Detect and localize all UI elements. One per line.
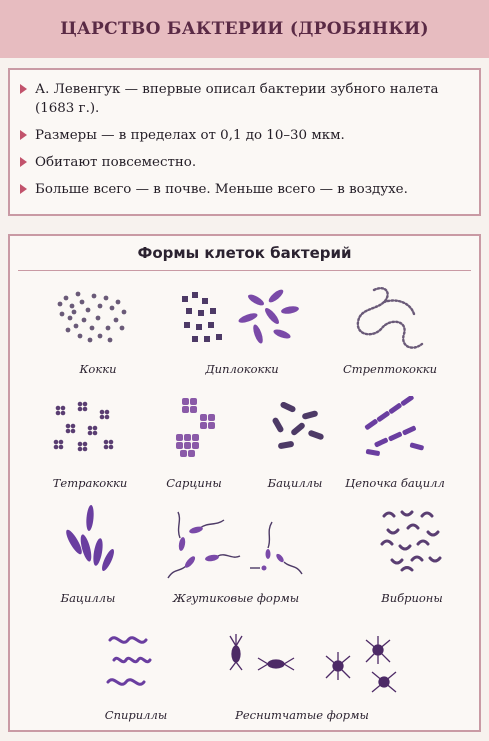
label-cocci: Кокки: [79, 362, 117, 376]
bullet-arrow-icon: [20, 84, 27, 94]
tetracocci-illustration: [50, 398, 120, 456]
forms-title: Формы клеток бактерий: [137, 244, 352, 262]
fact-item: [18, 126, 469, 145]
sarcina-illustration: [170, 394, 218, 460]
fact-text: Больше всего — в почве. Меньше всего — в воздухе.: [35, 182, 408, 197]
flagellated-illustration: [160, 508, 310, 584]
ciliated-illustration: [206, 630, 406, 698]
fact-item: [18, 180, 469, 199]
label-streptococci: Стрептококки: [342, 362, 438, 376]
label-vibrios: Вибрионы: [381, 591, 443, 605]
fact-text: Размеры — в пределах от 0,1 до 10–30 мкм.: [35, 128, 345, 143]
streptococci-illustration: [352, 280, 432, 358]
fact-text: А. Левенгук — впервые описал бактерии зубного налета (1683 г.).: [35, 82, 439, 116]
label-bacilli-2: Бациллы: [60, 591, 116, 605]
bullet-arrow-icon: [20, 130, 27, 140]
bacilli-chain-illustration: [360, 396, 430, 460]
label-spirilla: Спириллы: [104, 708, 168, 722]
title-divider: [18, 270, 471, 271]
spirilla-illustration: [102, 630, 162, 694]
page-title: ЦАРСТВО БАКТЕРИИ (ДРОБЯНКИ): [60, 19, 429, 39]
fact-item: [18, 153, 469, 172]
bacilli-illustration: [266, 402, 326, 456]
label-bacilli: Бациллы: [267, 476, 323, 490]
vibrios-illustration: [378, 506, 446, 576]
label-diplococci: Диплококки: [205, 362, 279, 376]
fact-text: Обитают повсеместно.: [35, 155, 197, 170]
fact-item: [18, 80, 469, 118]
label-flagellated: Жгутиковые формы: [172, 591, 300, 605]
label-tetracocci: Тетракокки: [52, 476, 128, 490]
label-bacilli-chain: Цепочка бацилл: [345, 476, 445, 490]
label-ciliated: Реснитчатые формы: [235, 708, 369, 722]
bullet-arrow-icon: [20, 184, 27, 194]
bullet-arrow-icon: [20, 157, 27, 167]
header-banner: [0, 0, 489, 58]
facts-box: [8, 68, 481, 216]
label-sarcina: Сарцины: [166, 476, 222, 490]
cocci-illustration: [50, 284, 135, 354]
bacilli-large-illustration: [60, 502, 120, 578]
diplococci-illustration: [178, 286, 308, 356]
cell-forms-panel: [8, 234, 481, 732]
